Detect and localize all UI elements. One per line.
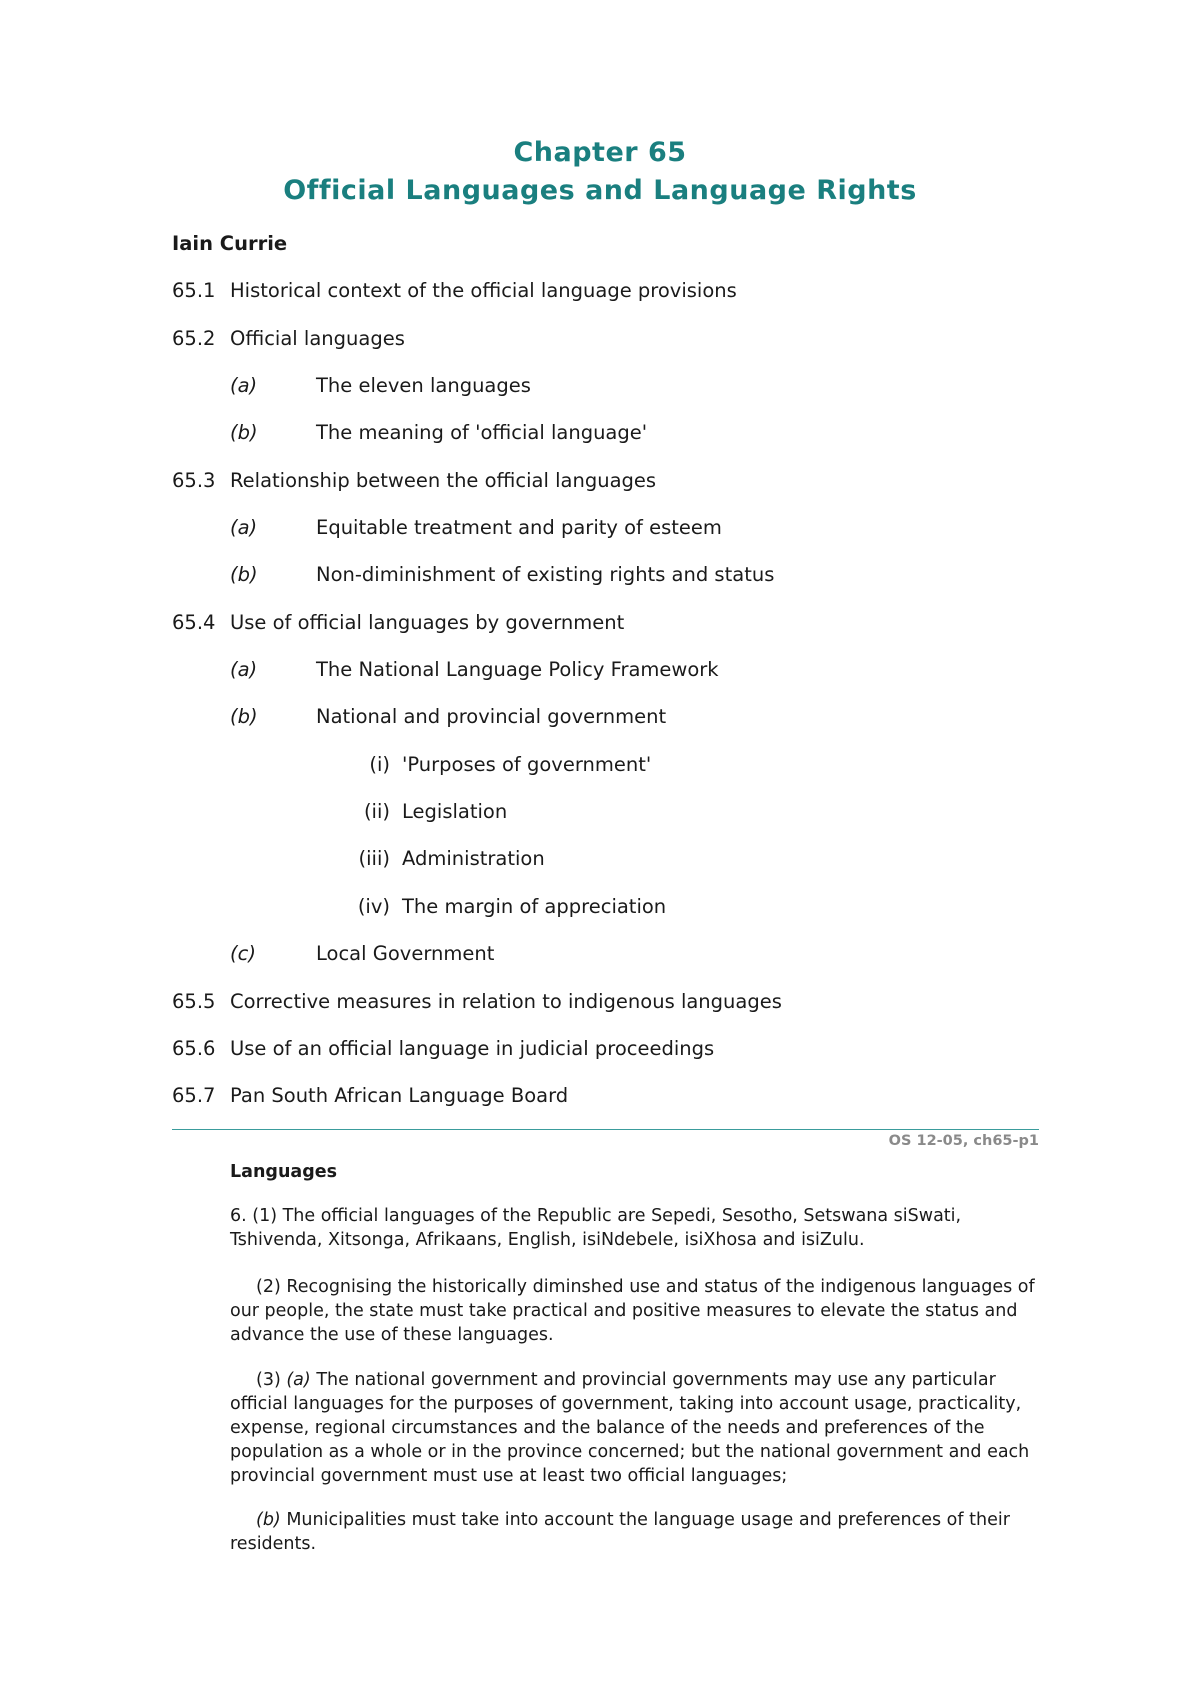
excerpt-clause-letter: (b) <box>256 1510 281 1530</box>
toc-label: The eleven languages <box>316 374 531 397</box>
toc-letter: (a) <box>230 374 258 397</box>
toc-roman: (ii) <box>363 800 390 823</box>
toc-number: 65.2 <box>172 327 216 350</box>
toc-letter: (b) <box>230 705 258 728</box>
toc-label: The margin of appreciation <box>402 895 667 918</box>
toc-letter: (c) <box>230 942 256 965</box>
toc-label: 'Purposes of government' <box>402 753 652 776</box>
toc-label: Relationship between the official languages <box>230 469 657 492</box>
toc-letter: (b) <box>230 563 258 586</box>
toc-roman: (i) <box>369 753 390 776</box>
section-divider <box>172 1129 1039 1130</box>
chapter-number: Chapter 65 <box>513 137 687 168</box>
toc-label: Official languages <box>230 327 405 350</box>
toc-label: Pan South African Language Board <box>230 1084 569 1107</box>
toc-label: Non-diminishment of existing rights and status <box>316 563 775 586</box>
excerpt-paragraph <box>230 1508 1040 1556</box>
toc-label: Use of an official language in judicial proceedings <box>230 1037 715 1060</box>
toc-number: 65.7 <box>172 1084 216 1107</box>
toc-letter: (b) <box>230 421 258 444</box>
toc-number: 65.1 <box>172 279 216 302</box>
excerpt-paragraph <box>230 1368 1040 1488</box>
toc-label: Historical context of the official language provisions <box>230 279 737 302</box>
toc-label: Corrective measures in relation to indigenous languages <box>230 990 782 1013</box>
toc-number: 65.4 <box>172 611 216 634</box>
chapter-title: Official Languages and Language Rights <box>283 175 917 206</box>
toc-number: 65.6 <box>172 1037 216 1060</box>
toc-label: The meaning of 'official language' <box>316 421 648 444</box>
toc-label: National and provincial government <box>316 705 667 728</box>
toc-number: 65.3 <box>172 469 216 492</box>
author-name: Iain Currie <box>172 232 288 255</box>
toc-number: 65.5 <box>172 990 216 1013</box>
toc-label: Local Government <box>316 942 495 965</box>
excerpt-clause-number: (3) <box>256 1370 287 1390</box>
page-reference: OS 12-05, ch65-p1 <box>888 1133 1039 1149</box>
toc-label: Equitable treatment and parity of esteem <box>316 516 722 539</box>
excerpt-paragraph: 6. (1) The official languages of the Republic are Sepedi, Sesotho, Setswana siSwati, Tshivenda, Xitsonga, Afrikaans, English, isiNdebele, isiXhosa and isiZulu. <box>230 1206 962 1250</box>
toc-label: The National Language Policy Framework <box>316 658 719 681</box>
toc-label: Administration <box>402 847 545 870</box>
toc-label: Use of official languages by government <box>230 611 625 634</box>
excerpt-heading: Languages <box>230 1162 338 1182</box>
excerpt-clause-letter: (a) <box>286 1370 311 1390</box>
excerpt-clause-text: The national government and provincial governments may use any particular official languages for the purposes of government, taking into account usage, practicality, expense, regional circumstances and the balance of the needs and preferences of the population as a whole or in the province concerned; but the national government and each provincial government must use at least two official languages; <box>230 1370 1030 1486</box>
toc-roman: (iii) <box>358 847 390 870</box>
toc-letter: (a) <box>230 658 258 681</box>
toc-letter: (a) <box>230 516 258 539</box>
toc-roman: (iv) <box>357 895 390 918</box>
excerpt-paragraph: (2) Recognising the historically diminshed use and status of the indigenous languages of our people, the state must take practical and positive measures to elevate the status and advance the use of these languages. <box>230 1277 1035 1345</box>
excerpt-clause-text: Municipalities must take into account the language usage and preferences of their residents. <box>230 1510 1010 1554</box>
toc-label: Legislation <box>402 800 508 823</box>
